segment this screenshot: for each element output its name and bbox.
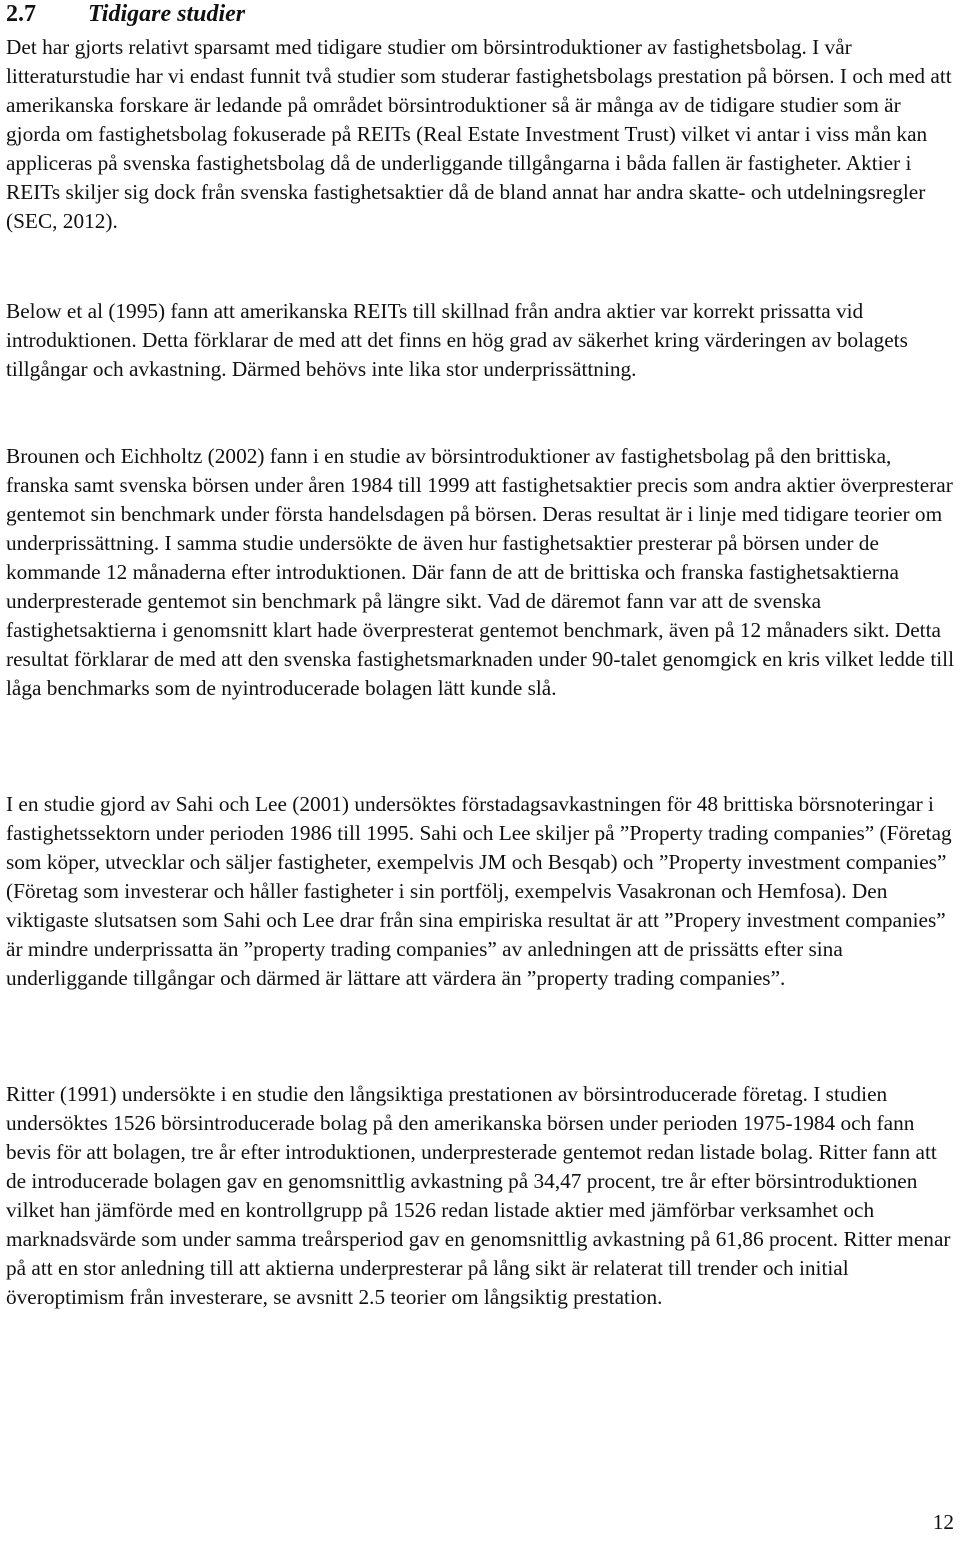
section-title: Tidigare studier [88, 1, 246, 27]
section-heading [6, 0, 245, 28]
paragraph-intro: Det har gjorts relativt sparsamt med tidigare studier om börsintroduktioner av fastighetsbolag. I vår litteraturstudie har vi endast funnit två studier som studerar fastighetsbolags prestation på börsen. I och med att amerikanska forskare är ledande på området börsintroduktioner så är många av de tidigare studier som är gjorda om fastighetsbolag fokuserade på REITs (Real Estate Investment Trust) vilket vi antar i viss mån kan appliceras på svenska fastighetsbolag då de underliggande tillgångarna i båda fallen är fastigheter. Aktier i REITs skiljer sig dock från svenska fastighetsaktier då de bland annat har andra skatte- och utdelningsregler (SEC, 2012). [6, 35, 952, 234]
paragraph-sahi-lee: I en studie gjord av Sahi och Lee (2001) undersöktes förstadagsavkastningen för 48 brittiska börsnoteringar i fastighetssektorn under perioden 1986 till 1995. Sahi och Lee skiljer på ”Property trading companies” (Företag som köper, utvecklar och säljer fastigheter, exempelvis JM och Besqab) och ”Property investment companies” (Företag som investerar och håller fastigheter i sin portfölj, exempelvis Vasakronan och Hemfosa). Den viktigaste slutsatsen som Sahi och Lee drar från sina empiriska resultat är att ”Propery investment companies” är mindre underprissatta än ”property trading companies” av anledningen att de prissätts efter sina underliggande tillgångar och därmed är lättare att värdera än ”property trading companies”. [6, 792, 952, 991]
paragraph-below-et-al: Below et al (1995) fann att amerikanska REITs till skillnad från andra aktier var korrekt prissatta vid introduktionen. Detta förklarar de med att det finns en hög grad av säkerhet kring värderingen av bolagets tillgångar och avkastning. Därmed behövs inte lika stor underprissättning. [6, 299, 908, 382]
page-number: 12 [932, 1510, 954, 1534]
paragraph-ritter: Ritter (1991) undersökte i en studie den långsiktiga prestationen av börsintroducerade företag. I studien undersöktes 1526 börsintroducerade bolag på den amerikanska börsen under perioden 1975-1984 och fann bevis för att bolagen, tre år efter introduktionen, underpresterade gentemot redan listade bolag. Ritter fann att de introducerade bolagen gav en genomsnittlig avkastning på 34,47 procent, tre år efter börsintroduktionen vilket han jämförde med en kontrollgrupp på 1526 redan listade aktier med jämförbar verksamhet och marknadsvärde som under samma treårsperiod gav en genomsnittlig avkastning på 61,86 procent. Ritter menar på att en stor anledning till att aktierna underpresterar på lång sikt är relaterat till trender och initial överoptimism från investerare, se avsnitt 2.5 teorier om långsiktig prestation. [6, 1082, 951, 1310]
section-number: 2.7 [6, 1, 36, 27]
paragraph-brounen-eichholtz: Brounen och Eichholtz (2002) fann i en studie av börsintroduktioner av fastighetsbolag på den brittiska, franska samt svenska börsen under åren 1984 till 1999 att fastighetsaktier precis som andra aktier överpresterar gentemot sin benchmark under första handelsdagen på börsen. Deras resultat är i linje med tidigare teorier om underprissättning. I samma studie undersökte de även hur fastighetsaktier presterar på börsen under de kommande 12 månaderna efter introduktionen. Där fann de att de brittiska och franska fastighetsaktierna underpresterade gentemot sin benchmark på längre sikt. Vad de däremot fann var att de svenska fastighetsaktierna i genomsnitt klart hade överpresterat gentemot benchmark, även på 12 månaders sikt. Detta resultat förklarar de med att den svenska fastighetsmarknaden under 90-talet genomgick en kris vilket ledde till låga benchmarks som de nyintroducerade bolagen lätt kunde slå. [6, 444, 954, 701]
